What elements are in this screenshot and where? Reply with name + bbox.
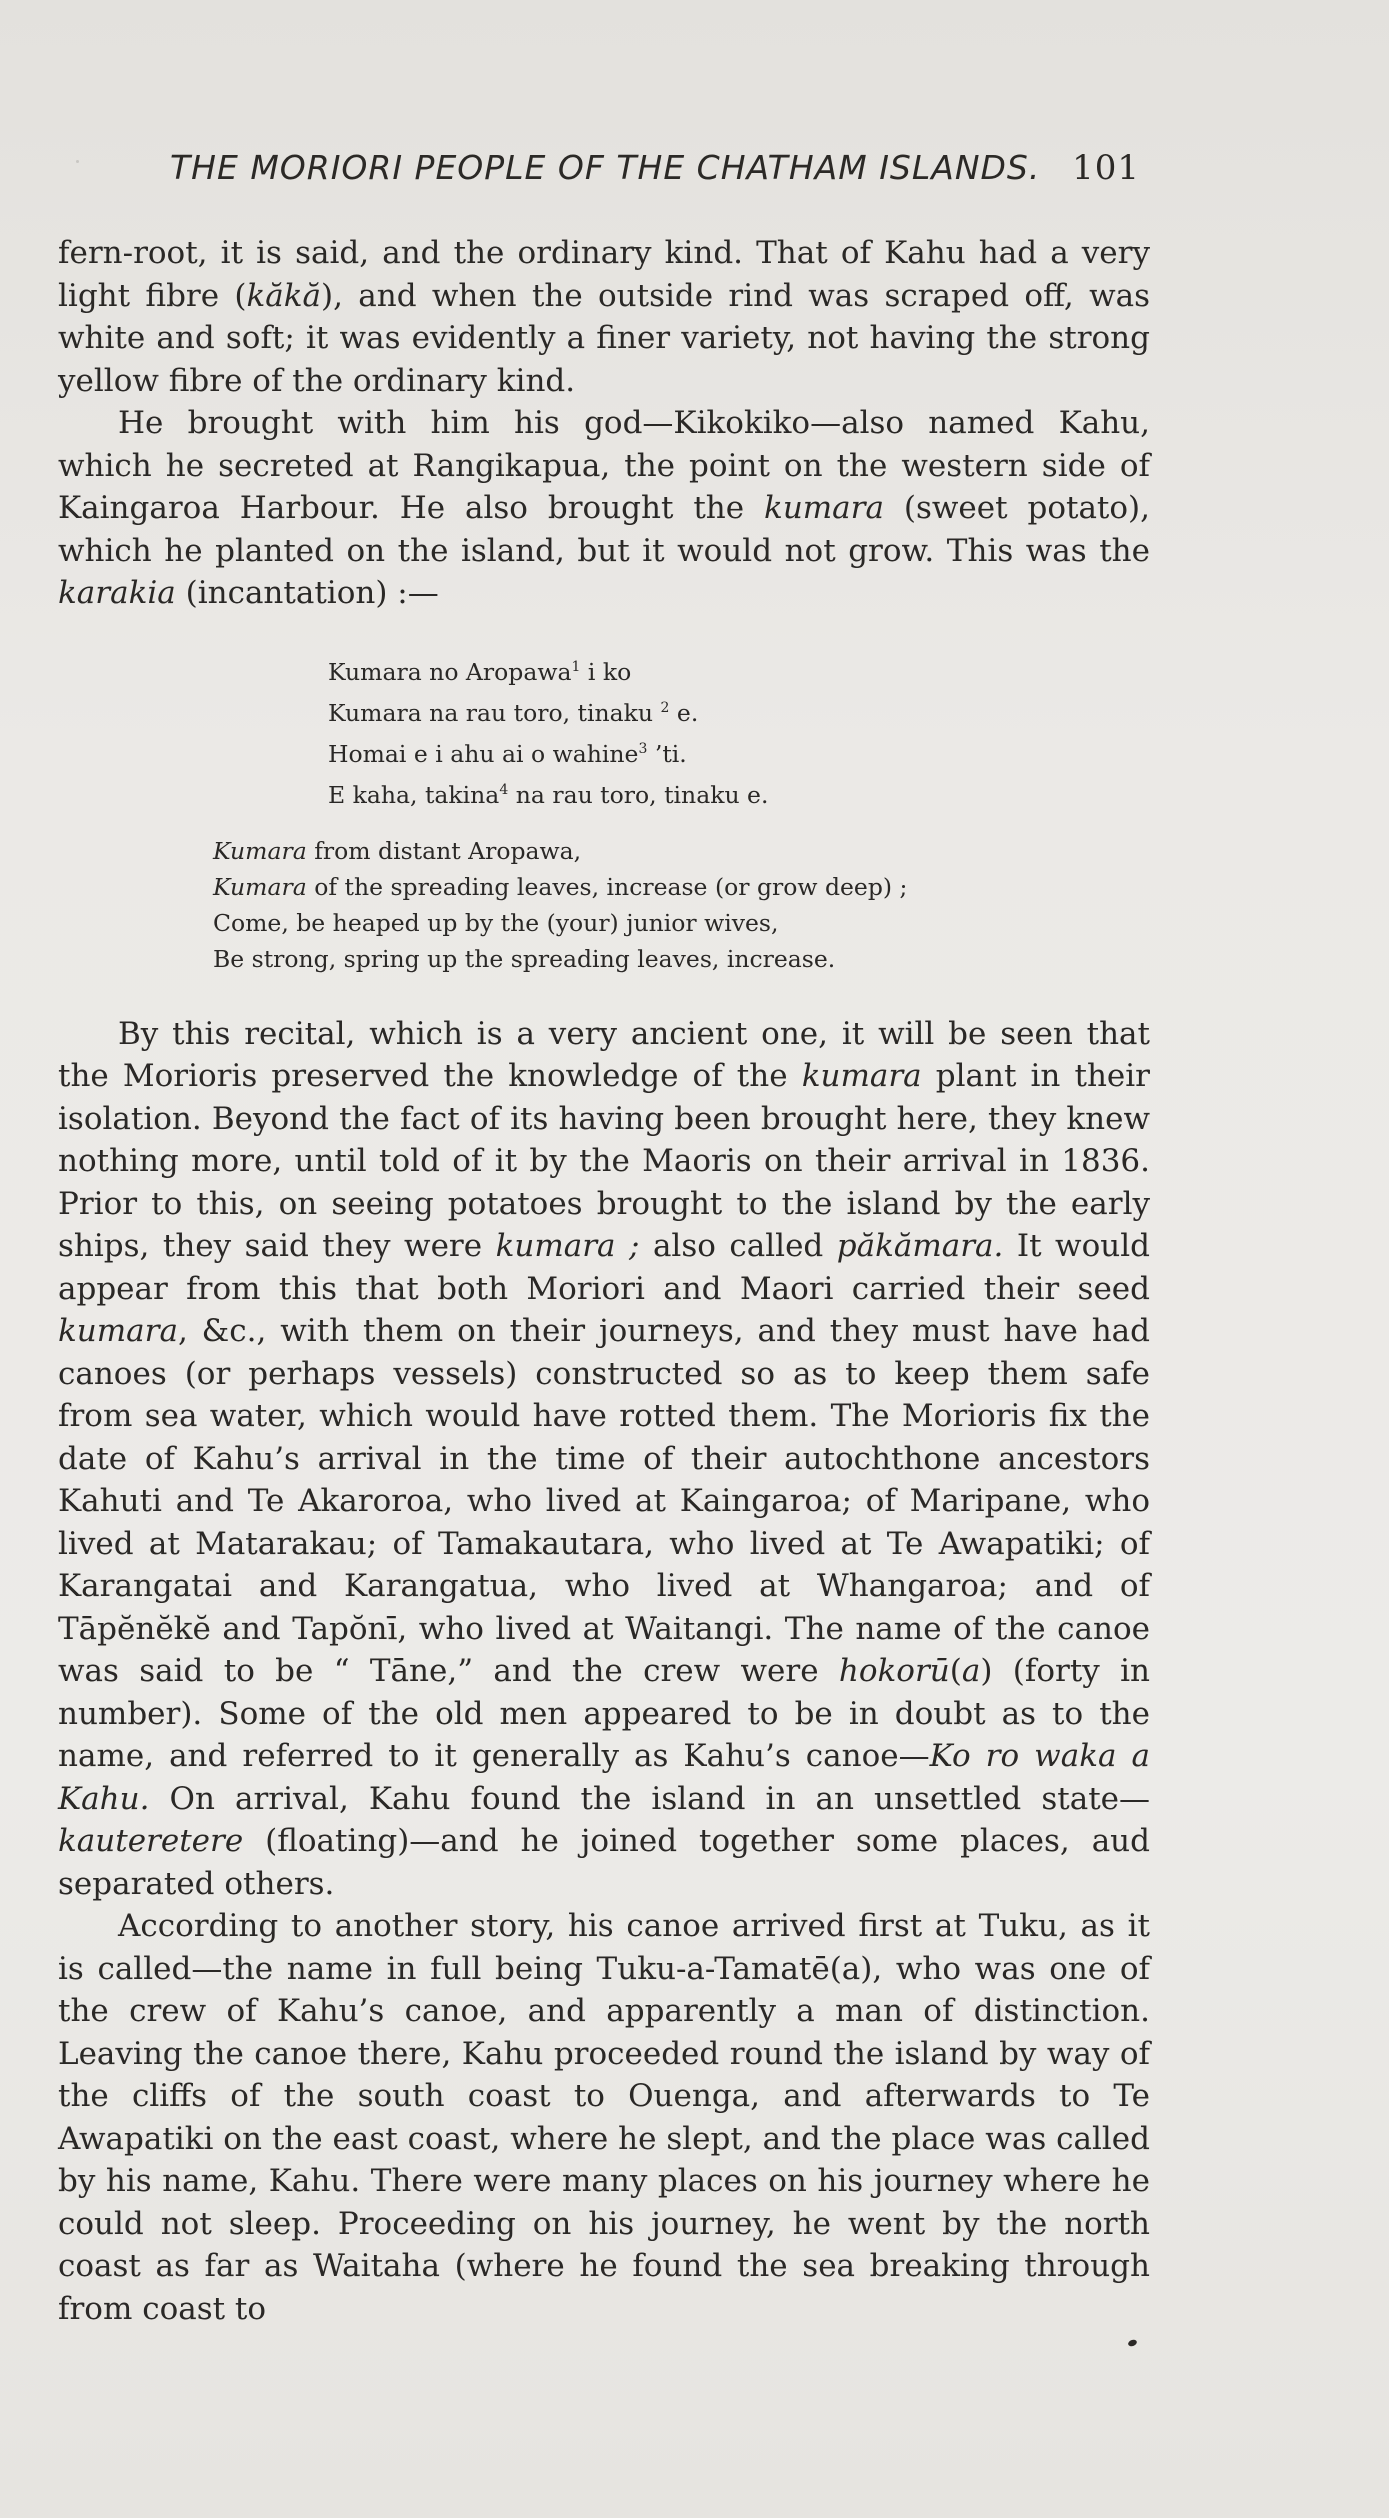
text-run: e. [669, 698, 699, 727]
text-run: ’ti. [647, 739, 687, 768]
footnote-ref: 4 [499, 781, 509, 798]
text-run: na rau toro, tinaku e. [508, 780, 769, 809]
paragraph [58, 1013, 1150, 1906]
text-run: Homai e i ahu ai o wahine [328, 739, 639, 768]
text-run: fern-root, it is said, and the ordinary kind. That of Kahu had a very light fibre ( [58, 235, 1150, 314]
text-run: (floating)—and he joined together some places, aud separated others. [58, 1823, 1150, 1902]
text-run: ( [949, 1653, 962, 1689]
running-title: THE MORIORI PEOPLE OF THE CHATHAM ISLANDS. [170, 148, 1041, 187]
footnote-ref: 1 [571, 658, 581, 675]
text-run: ) (forty in number). Some of the old men appeared to be in doubt as to the name, and referred to it generally as Kahu’s canoe— [58, 1653, 1150, 1774]
text-run: plant in their isolation. Beyond the fact of its having been brought here, they knew nothing more, until told of it by the Maoris on their arrival in 1836. Prior to this, on seeing potatoes brought to the island by the early ships, they said they were [58, 1058, 1150, 1264]
text-run: from distant Aropawa, [306, 836, 582, 865]
italic-term: kumara [58, 1313, 178, 1349]
italic-term: Kumara [213, 872, 307, 901]
text-run: He brought with him his god—Kikokiko—also named Kahu, which he secreted at Rangikapua, the point on the western side of Kaingaroa Harbour. He also brought the [58, 405, 1150, 526]
translation-line [213, 941, 1150, 977]
text-run: , &c., with them on their journeys, and they must have had canoes (or perhaps vessels) constructed so as to keep them safe from sea water, which would have rotted them. The Morioris fix the date of Kahu’s arrival in the time of their autochthone ancestors Kahuti and Te Akaroroa, who lived at Kaingaroa; of Maripane, who lived at Matarakau; of Tamakautara, who lived at Te Awapatiki; of Karangatai and Karangatua, who lived at Whangaroa; and of Tāpĕnĕkĕ and Tapŏnī, who lived at Waitangi. The name of the canoe was said to be “ Tāne,” and the crew were [58, 1313, 1150, 1689]
text-run: i ko [580, 657, 632, 686]
text-run: Come, be heaped up by the (your) junior wives, [213, 908, 779, 937]
paragraph [58, 232, 1150, 402]
paragraph [58, 402, 1150, 615]
text-run: Kumara na rau toro, tinaku [328, 698, 661, 727]
text-run: (sweet potato), which he planted on the island, but it would not grow. This was the [58, 490, 1150, 569]
italic-term: kumara [801, 1058, 922, 1094]
text-run: also called [639, 1228, 837, 1264]
italic-term: kăkă [246, 277, 322, 314]
verse-line [328, 731, 1150, 772]
translation-line [213, 833, 1150, 869]
text-run: E kaha, takina [328, 780, 500, 809]
text-run: (incantation) :— [175, 575, 439, 611]
body-text [58, 232, 1150, 2330]
verse-line [328, 649, 1150, 690]
paragraph [58, 1905, 1150, 2330]
text-run: ), and when the outside rind was scraped off, was white and soft; it was evidently a finer variety, not having the strong yellow fibre of the ordinary kind. [58, 277, 1150, 399]
translation-line [213, 905, 1150, 941]
karakia-maori-verse [328, 649, 1150, 813]
text-run: By this recital, which is a very ancient one, it will be seen that the Morioris preserved the knowledge of the [58, 1015, 1150, 1094]
italic-term: karakia [58, 575, 176, 611]
text-run: of the spreading leaves, increase (or grow deep) ; [306, 872, 908, 901]
paper-speck [76, 160, 79, 163]
ink-mark [1127, 2339, 1138, 2348]
text-run: According to another story, his canoe arrived first at Tuku, as it is called—the name in full being Tuku-a-Tamatē(a), who was one of the crew of Kahu’s canoe, and apparently a man of distinction. Leaving the canoe there, Kahu proceeded round the island by way of the cliffs of the south coast to Ouenga, and afterwards to Te Awapatiki on the east coast, where he slept, and the place was called by his name, Kahu. There were many places on his journey where he could not sleep. Proceeding on his journey, he went by the north coast as far as Waitaha (where he found the sea breaking through from coast to [58, 1908, 1150, 2327]
italic-term: a [961, 1653, 981, 1689]
text-run: On arrival, Kahu found the island in an unsettled state— [149, 1780, 1150, 1817]
italic-term: păkămara. [836, 1228, 1004, 1264]
page-number: 101 [1072, 148, 1140, 188]
italic-term: Kumara [213, 836, 307, 865]
italic-term: hokorū [838, 1653, 950, 1689]
text-run: Be strong, spring up the spreading leaves, increase. [213, 944, 836, 973]
verse-line [328, 772, 1150, 813]
italic-term: Ko ro waka a Kahu. [58, 1738, 1150, 1817]
karakia-translation [213, 833, 1150, 977]
verse-line [328, 690, 1150, 731]
italic-term: kumara ; [495, 1228, 640, 1264]
italic-term: kauteretere [58, 1823, 244, 1859]
footnote-ref: 2 [660, 699, 670, 716]
italic-term: kumara [764, 490, 884, 526]
text-run: Kumara no Aropawa [328, 657, 572, 686]
footnote-ref: 3 [638, 740, 648, 757]
text-run: It would appear from this that both Moriori and Maori carried their seed [58, 1228, 1150, 1307]
translation-line [213, 869, 1150, 905]
